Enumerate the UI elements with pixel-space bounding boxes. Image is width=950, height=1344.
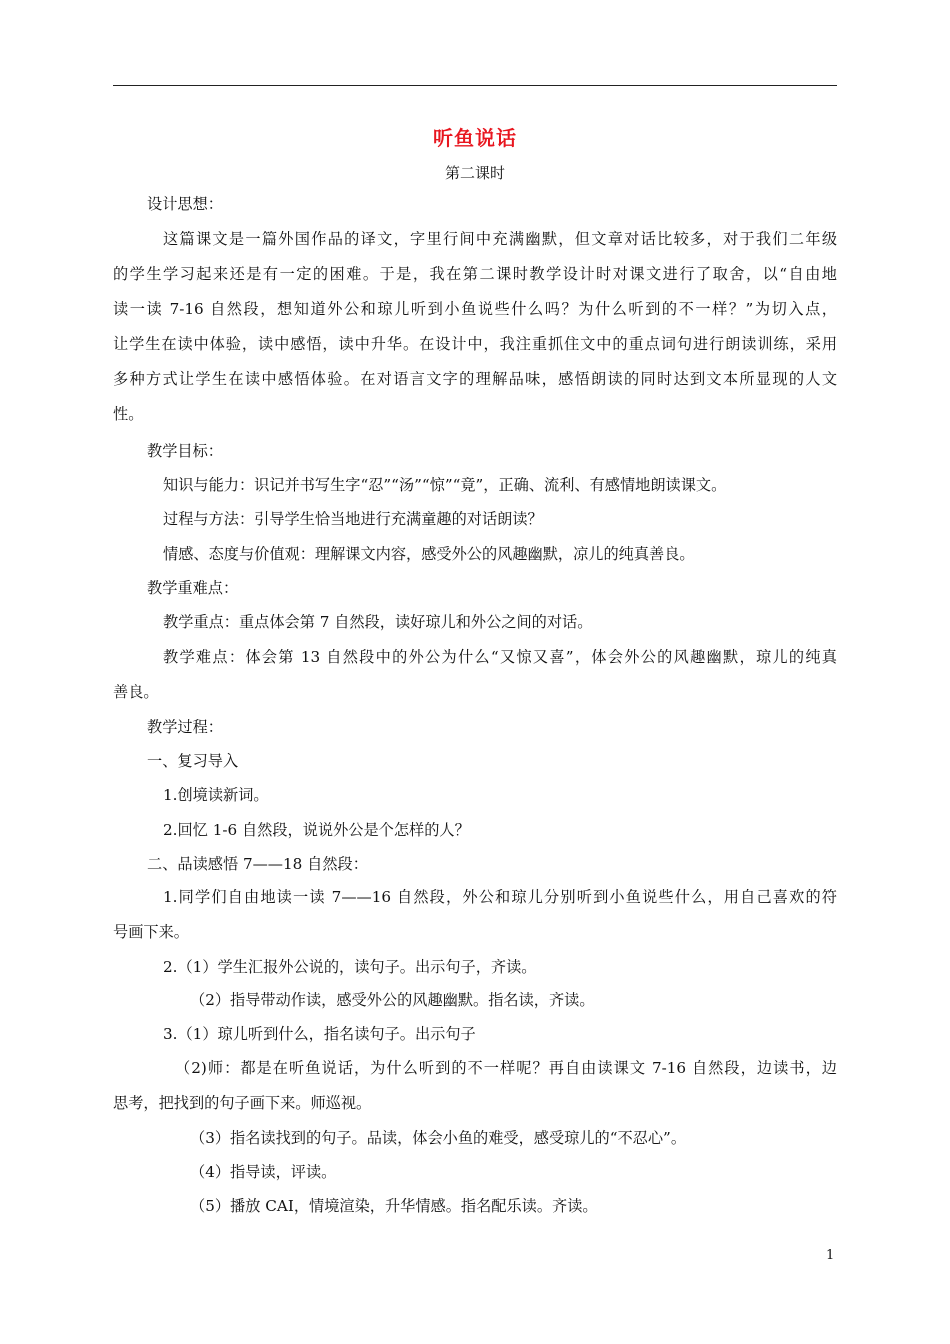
list-sub-item: （4）指导读，评读。 bbox=[190, 1163, 337, 1181]
goal-process: 过程与方法：引导学生恰当地进行充满童趣的对话朗读？ bbox=[163, 510, 543, 528]
list-sub-item: （5）播放 CAI，情境渲染，升华情感。指名配乐读。齐读。 bbox=[190, 1197, 598, 1215]
goal-knowledge: 知识与能力：识记并书写生字“忍”“汤”“惊”“竟”，正确、流利、有感情地朗读课文。 bbox=[163, 476, 727, 494]
paragraph-line: 这篇课文是一篇外国作品的译文，字里行间中充满幽默，但文章对话比较多，对于我们二年级 bbox=[163, 230, 837, 248]
goal-emotion: 情感、态度与价值观：理解课文内容，感受外公的风趣幽默，凉儿的纯真善良。 bbox=[163, 545, 695, 563]
difficult-point-continued: 善良。 bbox=[113, 683, 159, 701]
section-reading: 二、品读感悟 7——18 自然段： bbox=[147, 855, 368, 873]
list-item: 1.创境读新词。 bbox=[163, 786, 269, 804]
heading-design-idea: 设计思想： bbox=[147, 195, 223, 213]
list-item: 3.（1）琼儿听到什么，指名读句子。出示句子 bbox=[163, 1025, 476, 1043]
list-item: 2.（1）学生汇报外公说的，读句子。出示句子，齐读。 bbox=[163, 958, 537, 976]
page-number: 1 bbox=[826, 1248, 835, 1263]
paragraph-line: 的学生学习起来还是有一定的困难。于是，我在第二课时教学设计时对课文进行了取舍，以“自由地 bbox=[113, 265, 837, 283]
list-item: 1.同学们自由地读一读 7——16 自然段，外公和琼儿分别听到小鱼说些什么，用自己喜欢的符 bbox=[163, 888, 837, 906]
list-sub-item: （2）指导带动作读，感受外公的风趣幽默。指名读，齐读。 bbox=[190, 991, 595, 1009]
list-sub-item: （3）指名读找到的句子。品读，体会小鱼的难受，感受琼儿的“不忍心”。 bbox=[190, 1129, 687, 1147]
paragraph-line: 读一读 7-16 自然段，想知道外公和琼儿听到小鱼说些什么吗？为什么听到的不一样？”为切入点， bbox=[113, 300, 837, 318]
list-sub-item: （2)师：都是在听鱼说话，为什么听到的不一样呢？再自由读课文 7-16 自然段，边读书，边 bbox=[175, 1059, 837, 1077]
paragraph-line: 让学生在读中体验，读中感悟，读中升华。在设计中，我注重抓住文中的重点词句进行朗读训练，采用 bbox=[113, 335, 837, 353]
document-subtitle: 第二课时 bbox=[444, 164, 505, 182]
key-point: 教学重点：重点体会第 7 自然段，读好琼儿和外公之间的对话。 bbox=[163, 613, 593, 631]
document-title: 听鱼说话 bbox=[433, 126, 517, 150]
heading-key-points: 教学重难点： bbox=[147, 579, 239, 597]
section-review: 一、复习导入 bbox=[147, 752, 239, 770]
paragraph-line: 多种方式让学生在读中感悟体验。在对语言文字的理解品味，感悟朗读的同时达到文本所显现的人文 bbox=[113, 370, 837, 388]
heading-teaching-goals: 教学目标： bbox=[147, 442, 223, 460]
header-rule bbox=[113, 85, 837, 86]
list-sub-item-continued: 思考，把找到的句子画下来。师巡视。 bbox=[113, 1094, 372, 1112]
difficult-point: 教学难点：体会第 13 自然段中的外公为什么“又惊又喜”，体会外公的风趣幽默，琼儿的纯真 bbox=[163, 648, 837, 666]
heading-teaching-process: 教学过程： bbox=[147, 718, 223, 736]
list-item-continued: 号画下来。 bbox=[113, 923, 189, 941]
paragraph-line: 性。 bbox=[113, 405, 144, 423]
list-item: 2.回忆 1-6 自然段，说说外公是个怎样的人？ bbox=[163, 821, 470, 839]
